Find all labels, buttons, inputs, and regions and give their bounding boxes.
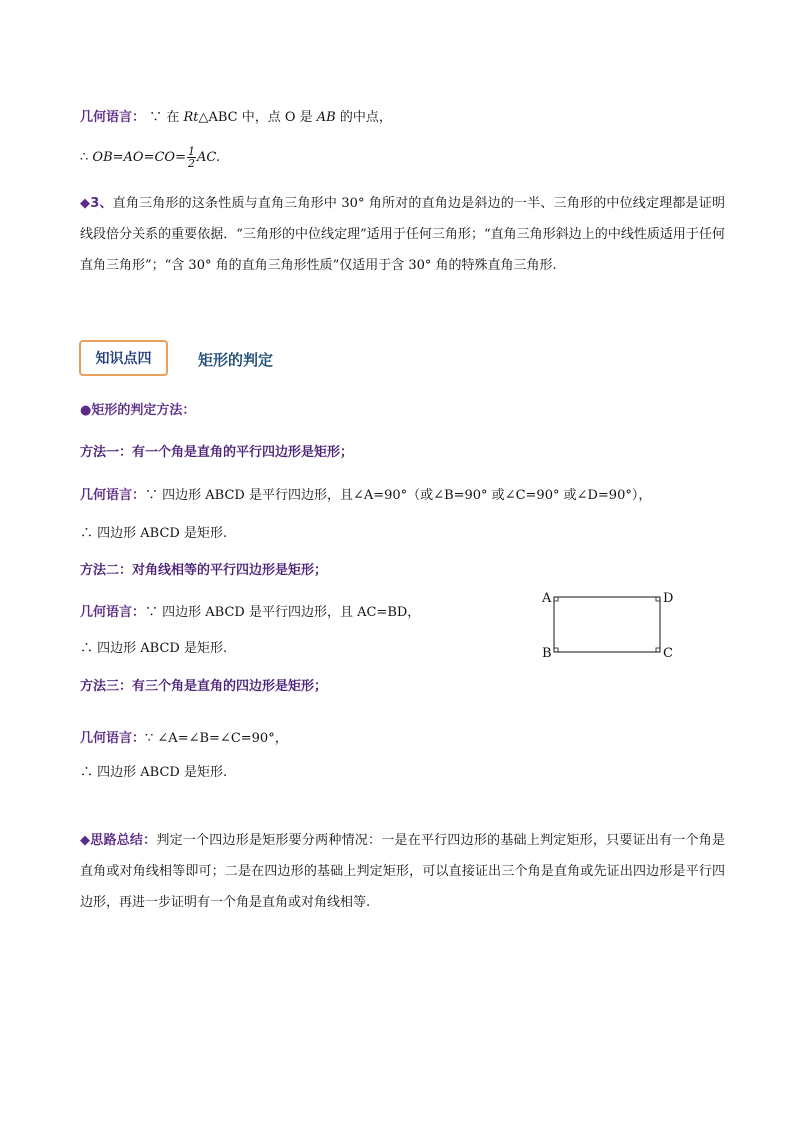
summary-paragraph <box>80 825 725 918</box>
section-title: 矩形的判定 <box>198 351 274 369</box>
knowledge-point-box <box>79 340 168 376</box>
method-2-geo-text: ∵ 四边形 ABCD 是平行四边形，且 AC=BD， <box>145 605 421 620</box>
equation-tail: AC. <box>196 150 220 165</box>
vertex-label-d: D <box>663 591 674 606</box>
method-1-geo-text: ∵ 四边形 ABCD 是平行四边形，且∠A=90°（或∠B=90° 或∠C=90° 或∠D=90°）， <box>145 488 652 503</box>
method-3-title: 方法三：有三个角是直角的四边形是矩形； <box>80 679 328 694</box>
note-3-paragraph <box>80 188 725 281</box>
method-3-conclusion: ∴ 四边形 ABCD 是矩形. <box>80 765 228 780</box>
note-3-text: 直角三角形的这条性质与直角三角形中 30° 角所对的直角边是斜边的一半、三角形的中位线定理都是证明线段倍分关系的重要依据．“三角形的中位线定理”适用于任何三角形；“直角三角形斜边上的中线性质适用于任何直角三角形”；“含 30° 角的直角三角形性质”仅适用于含 30° 角的特殊直角三角形. <box>80 196 726 273</box>
right-angle-b <box>554 648 558 652</box>
therefore-symbol: ∴ <box>80 150 89 165</box>
rectangle-figure <box>538 586 678 662</box>
knowledge-point-label: 知识点四 <box>95 351 152 367</box>
fraction-half <box>187 146 196 169</box>
geo-label: 几何语言： <box>80 731 146 746</box>
methods-heading: ●矩形的判定方法： <box>80 403 196 418</box>
vertex-label-b: B <box>542 646 552 661</box>
rectangle-abcd <box>554 597 660 652</box>
rt-equation-line <box>80 146 220 169</box>
geo-label: 几何语言： <box>80 605 146 620</box>
rt-text-post: 的中点， <box>335 110 392 125</box>
geo-label: 几何语言： <box>80 110 146 125</box>
fraction-denominator: 2 <box>187 157 195 170</box>
method-1-conclusion: ∴ 四边形 ABCD 是矩形. <box>80 526 228 541</box>
method-2-geo-line <box>80 603 420 623</box>
equation-lhs: OB=AO=CO= <box>92 150 186 165</box>
triangle-abc: △ABC <box>198 110 238 125</box>
because-symbol: ∵ <box>149 110 163 125</box>
vertex-label-a: A <box>542 591 552 606</box>
method-2-conclusion: ∴ 四边形 ABCD 是矩形. <box>80 641 228 656</box>
right-angle-d <box>656 597 660 601</box>
method-2-title: 方法二：对角线相等的平行四边形是矩形； <box>80 563 328 578</box>
vertex-label-c: C <box>663 646 673 661</box>
geo-label: 几何语言： <box>80 488 146 503</box>
segment-ab: AB <box>316 110 336 125</box>
fraction-numerator: 1 <box>187 145 195 158</box>
method-3-geo-text: ∵ ∠A=∠B=∠C=90°， <box>145 731 288 746</box>
rt-text-mid: 中，点 O 是 <box>237 110 317 125</box>
method-3-geo-line <box>80 729 288 749</box>
method-1-title: 方法一：有一个角是直角的平行四边形是矩形； <box>80 445 354 460</box>
right-angle-c <box>656 648 660 652</box>
summary-label: ◆思路总结： <box>80 833 157 848</box>
rt-geo-line <box>80 108 392 128</box>
right-angle-a <box>554 597 558 601</box>
note-3-marker: ◆3、 <box>80 196 113 211</box>
summary-text: 判定一个四边形是矩形要分两种情况：一是在平行四边形的基础上判定矩形，只要证出有一个角是直角或对角线相等即可；二是在四边形的基础上判定矩形，可以直接证出三个角是直角或先证出四边形是平行四边形，再进一步证明有一个角是直角或对角线相等. <box>80 833 725 910</box>
method-1-geo-line <box>80 486 651 506</box>
rt-italic: Rt <box>183 110 199 125</box>
rt-text-pre: 在 <box>166 110 184 125</box>
